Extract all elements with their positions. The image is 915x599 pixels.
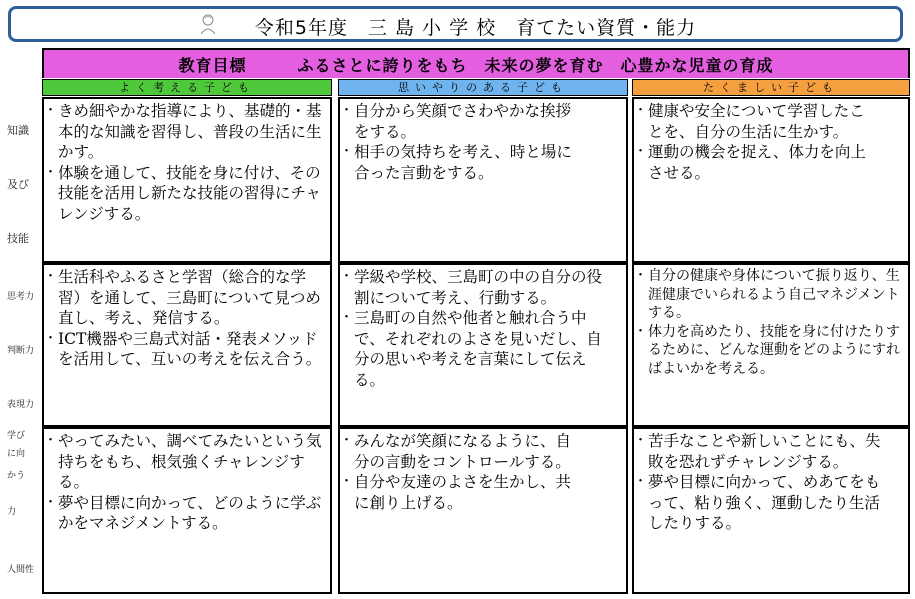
row-label-text: に向 <box>7 449 26 459</box>
cell-thinking-strong <box>632 263 910 427</box>
list-item: ・ 生活科やふるさと学習（総合的な学習）を通して、三島町について見つめ直し、考え、発信する。 <box>46 267 326 329</box>
row-label-text: 知識 <box>7 124 29 137</box>
list-item: ・ 夢や目標に向かって、どのように学ぶかをマネジメントする。 <box>46 493 326 534</box>
column-header-thinking-child: よく考える子ども <box>42 79 332 96</box>
education-goal-banner <box>42 48 910 78</box>
cell-knowledge-thinking <box>42 97 332 263</box>
list-item: ・ 自分や友達のよさを生かし、共に創り上げる。 <box>342 472 622 513</box>
row-label-text: かう <box>7 471 26 481</box>
cell-knowledge-caring <box>338 97 628 263</box>
bullet-list <box>44 99 330 224</box>
row-label-text: 及び <box>7 178 29 191</box>
education-goal-text: 教育目標 ふるさとに誇りをもち 未来の夢を育む 心豊かな児童の育成 <box>178 56 774 75</box>
bullet-list <box>634 265 908 378</box>
row-label-text: 思考力 <box>7 292 35 302</box>
list-item: ・ 学級や学校、三島町の中の自分の役割について考え、行動する。 <box>342 267 622 308</box>
bullet-list <box>634 429 908 534</box>
page-title: 令和5年度 三 島 小 学 校 育てたい資質・能力 <box>254 17 697 39</box>
cell-learning-caring <box>338 427 628 594</box>
list-item: ・ みんなが笑顔になるように、自分の言動をコントロールする。 <box>342 431 622 472</box>
column-header-caring-child: 思いやりのある子ども <box>338 79 628 96</box>
cell-knowledge-strong <box>632 97 910 263</box>
list-item: ・ 相手の気持ちを考え、時と場に合った言動をする。 <box>342 142 622 183</box>
list-item: ・ 体力を高めたり、技能を身に付けたりするために、どんな運動をどのようにすればよいかを考える。 <box>636 323 904 379</box>
row-label-text: 人間性 <box>7 565 35 575</box>
bullet-list <box>340 265 626 390</box>
list-item: ・ 自分から笑顔でさわやかな挨拶をする。 <box>342 101 622 142</box>
row-label-learning-humanity <box>0 428 40 593</box>
bullet-list <box>340 429 626 513</box>
list-item: ・ ICT機器や三島式対話・発表メソッドを活用して、互いの考えを伝え合う。 <box>46 329 326 370</box>
row-label-thinking-judgment-expression <box>0 265 40 425</box>
list-item: ・ 健康や安全について学習したことを、自分の生活に生かす。 <box>636 101 904 142</box>
column-header-strong-child: たくましい子ども <box>632 79 910 96</box>
row-label-knowledge-skills <box>0 100 40 262</box>
bullet-list <box>340 99 626 183</box>
list-item: ・ 体験を通して、技能を身に付け、その技能を活用し新たな技能の習得にチャレンジする。 <box>46 163 326 225</box>
list-item: ・ 苦手なことや新しいことにも、失敗を恐れずチャレンジする。 <box>636 431 904 472</box>
list-item: ・ 自分の健康や身体について振り返り、生涯健康でいられるよう自己マネジメントする。 <box>636 267 904 323</box>
list-item: ・ 三島町の自然や他者と触れ合う中で、それぞれのよさを見いだし、自分の思いや考えを言葉にして伝える。 <box>342 308 622 390</box>
list-item: ・ 夢や目標に向かって、めあてをもって、粘り強く、運動したり生活したりする。 <box>636 472 904 534</box>
list-item: ・ やってみたい、調べてみたいという気持ちをもち、根気強くチャレンジする。 <box>46 431 326 493</box>
title-bar <box>8 6 903 42</box>
bullet-list <box>44 265 330 370</box>
row-label-text: 力 <box>7 507 17 517</box>
row-label-text: 学び <box>7 431 26 441</box>
list-item: ・ きめ細やかな指導により、基礎的・基本的な知識を習得し、普段の生活に生かす。 <box>46 101 326 163</box>
row-label-text: 表現力 <box>7 400 35 410</box>
row-label-text: 判断力 <box>7 346 35 356</box>
list-item: ・ 運動の機会を捉え、体力を向上させる。 <box>636 142 904 183</box>
cell-learning-thinking <box>42 427 332 594</box>
cell-learning-strong <box>632 427 910 594</box>
bullet-list <box>44 429 330 534</box>
row-label-text: 技能 <box>7 232 29 245</box>
cell-thinking-caring <box>338 263 628 427</box>
cell-thinking-thinking <box>42 263 332 427</box>
bullet-list <box>634 99 908 183</box>
